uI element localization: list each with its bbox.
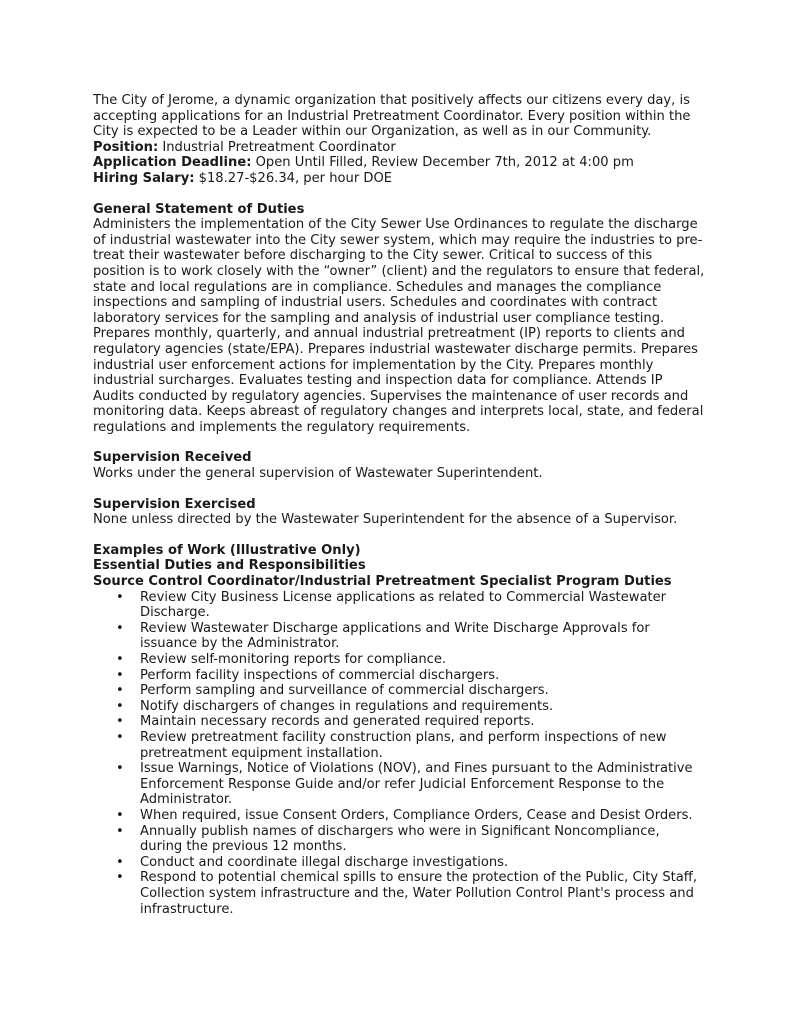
list-item-text: Review Wastewater Discharge applications and Write Discharge Approvals for issuance by the Administrator. — [140, 620, 650, 652]
general-duties-section — [93, 202, 705, 436]
deadline-label: Application Deadline: — [93, 155, 252, 171]
list-item-text: Review self-monitoring reports for compliance. — [140, 652, 447, 667]
list-item-text: Review City Business License applications as related to Commercial Wastewater Discharge. — [140, 589, 667, 621]
bullet-icon: • — [116, 807, 124, 823]
salary-line — [93, 171, 705, 187]
general-duties-heading: General Statement of Duties — [93, 201, 305, 217]
list-item — [93, 808, 705, 824]
list-item-text: Issue Warnings, Notice of Violations (NOV), and Fines pursuant to the Administrative Enforcement Response Guide and/or refer Judicial Enforcement Response to the Administrator. — [140, 761, 693, 808]
list-item-text: Annually publish names of dischargers who were in Significant Noncompliance, during the previous 12 months. — [140, 823, 660, 855]
job-fields — [93, 140, 705, 187]
bullet-icon: • — [116, 870, 124, 886]
list-item — [93, 761, 705, 808]
bullet-icon: • — [116, 667, 124, 683]
bullet-icon: • — [116, 714, 124, 730]
examples-heading: Examples of Work (Illustrative Only) — [93, 542, 361, 558]
list-item-text: When required, issue Consent Orders, Compliance Orders, Cease and Desist Orders. — [140, 807, 693, 823]
list-item — [93, 855, 705, 871]
general-duties-body: Administers the implementation of the City Sewer Use Ordinances to regulate the discharge of industrial wastewater into the City sewer system, which may require the industries to pre-treat their wastewater before discharging to the City sewer. Critical to success of this position is to work closely with the “owner” (client) and the regulators to ensure that federal, state and local regulations are in compliance. Schedules and manages the compliance inspections and sampling of industrial users. Schedules and coordinates with contract laboratory services for the sampling and analysis of industrial user compliance testing. Prepares monthly, quarterly, and annual industrial pretreatment (IP) reports to clients and regulatory agencies (state/EPA). Prepares industrial wastewater discharge permits. Prepares industrial user enforcement actions for implementation by the City. Prepares monthly industrial surcharges. Evaluates testing and inspection data for compliance. Attends IP Audits conducted by regulatory agencies. Supervises the maintenance of user records and monitoring data. Keeps abreast of regulatory changes and interprets local, state, and federal regulations and implements the regulatory requirements. — [93, 217, 705, 435]
list-item — [93, 652, 705, 668]
list-item — [93, 824, 705, 855]
examples-section — [93, 543, 705, 917]
list-item — [93, 730, 705, 761]
list-item-text: Respond to potential chemical spills to ensure the protection of the Public, City Staff, Collection system infrastructure and the, Water Pollution Control Plant's process and infrastructure. — [140, 870, 697, 917]
bullet-icon: • — [116, 683, 124, 699]
supervision-exercised-section — [93, 497, 705, 528]
list-item-text: Conduct and coordinate illegal discharge investigations. — [140, 854, 509, 870]
supervision-received-heading: Supervision Received — [93, 450, 252, 466]
list-item — [93, 683, 705, 699]
list-item — [93, 870, 705, 917]
duties-list — [93, 590, 705, 917]
document-page — [93, 93, 705, 917]
supervision-received-section — [93, 450, 705, 481]
list-item-text: Perform sampling and surveillance of commercial dischargers. — [140, 683, 549, 699]
supervision-received-body: Works under the general supervision of Wastewater Superintendent. — [93, 466, 543, 482]
list-item — [93, 668, 705, 684]
position-value: Industrial Pretreatment Coordinator — [158, 139, 396, 155]
list-item-text: Review pretreatment facility construction plans, and perform inspections of new pretreatment equipment installation. — [140, 729, 667, 761]
bullet-icon: • — [116, 823, 124, 839]
intro-paragraph: The City of Jerome, a dynamic organization that positively affects our citizens every day, is accepting applications for an Industrial Pretreatment Coordinator. Every position within the City is expected to be a Leader within our Organization, as well as in our Community. — [93, 93, 691, 140]
essential-duties-heading: Essential Duties and Responsibilities — [93, 558, 366, 574]
position-label: Position: — [93, 139, 159, 155]
list-item — [93, 699, 705, 715]
bullet-icon: • — [116, 854, 124, 870]
list-item — [93, 590, 705, 621]
bullet-icon: • — [116, 620, 124, 636]
salary-value: $18.27-$26.34, per hour DOE — [194, 170, 393, 186]
program-duties-heading: Source Control Coordinator/Industrial Pretreatment Specialist Program Duties — [93, 574, 672, 590]
bullet-icon: • — [116, 729, 124, 745]
list-item — [93, 621, 705, 652]
deadline-line — [93, 155, 705, 171]
list-item-text: Perform facility inspections of commercial dischargers. — [140, 667, 500, 683]
position-line — [93, 140, 705, 156]
list-item-text: Notify dischargers of changes in regulations and requirements. — [140, 698, 554, 714]
list-item — [93, 714, 705, 730]
bullet-icon: • — [116, 589, 124, 605]
bullet-icon: • — [116, 698, 124, 714]
supervision-exercised-heading: Supervision Exercised — [93, 496, 256, 512]
deadline-value: Open Until Filled, Review December 7th, 2012 at 4:00 pm — [251, 155, 634, 171]
bullet-icon: • — [116, 761, 124, 777]
salary-label: Hiring Salary: — [93, 170, 195, 186]
list-item-text: Maintain necessary records and generated required reports. — [140, 714, 535, 730]
supervision-exercised-body: None unless directed by the Wastewater Superintendent for the absence of a Supervisor. — [93, 512, 678, 528]
bullet-icon: • — [116, 652, 124, 667]
